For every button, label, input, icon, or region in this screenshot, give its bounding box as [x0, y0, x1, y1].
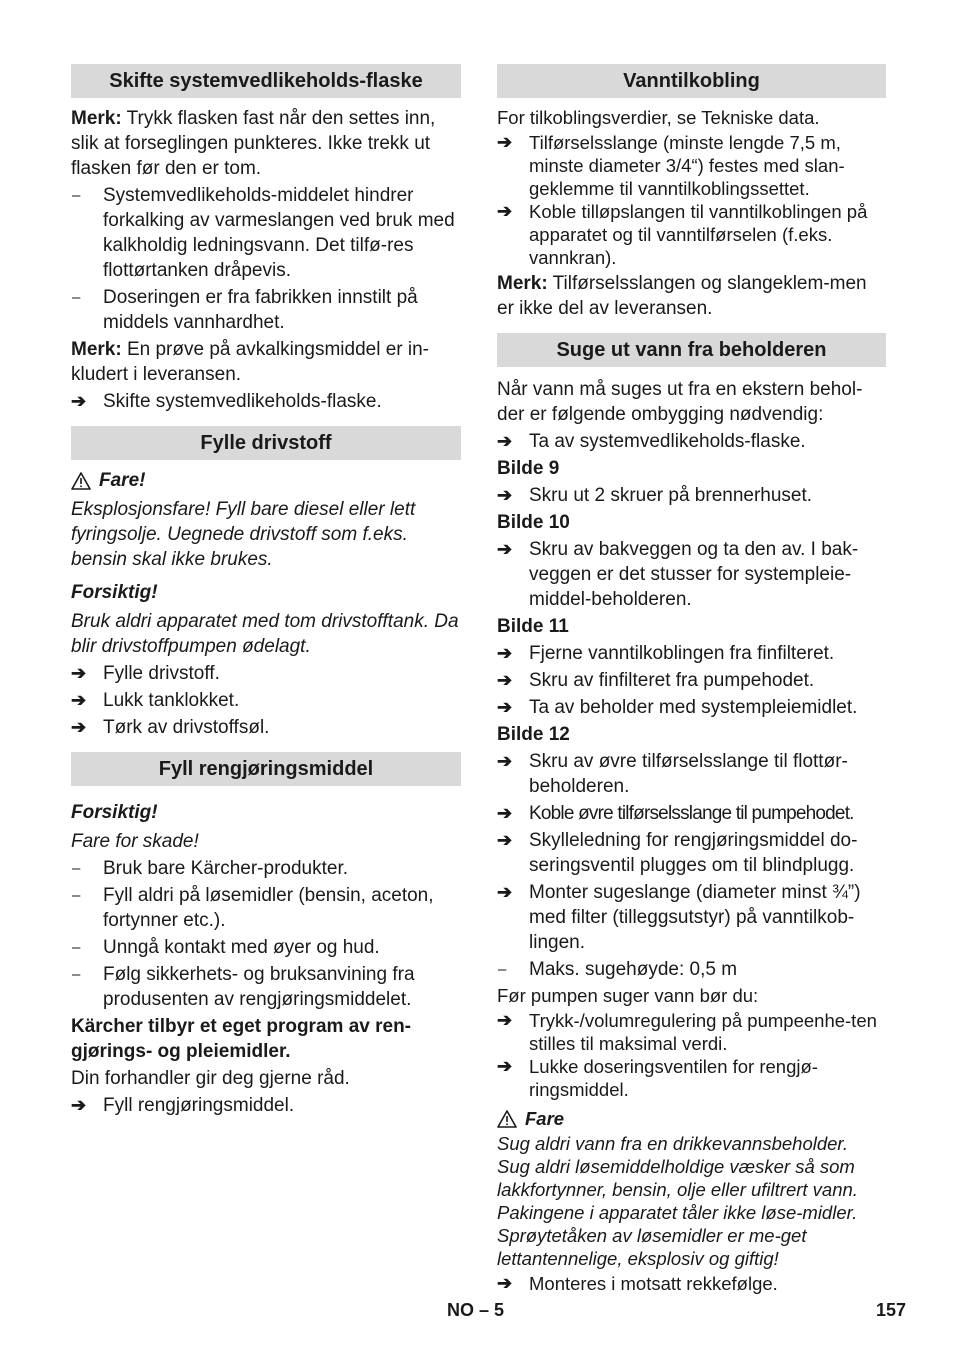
dash-item-text: Følg sikkerhets- og bruksanvining fra produsenten av rengjøringsmiddelet. [103, 964, 415, 1010]
arrow-icon: ➔ [71, 1095, 87, 1115]
step-item [497, 429, 886, 454]
step-text: Skru av finfilteret fra pumpehodet. [529, 670, 815, 691]
step-text: Ta av systemvedlikeholds-flaske. [529, 431, 806, 452]
note-paragraph [71, 337, 461, 387]
step-item [497, 668, 886, 693]
dash-bullet: – [72, 966, 81, 983]
arrow-icon: ➔ [497, 670, 513, 690]
arrow-icon: ➔ [497, 539, 513, 559]
step-text: Lukk tanklokket. [103, 690, 240, 711]
step-text: Fyll rengjøringsmiddel. [103, 1095, 295, 1116]
step-item [497, 749, 886, 799]
arrow-icon: ➔ [497, 803, 512, 823]
right-column [497, 64, 886, 1295]
page-number: 157 [876, 1300, 907, 1320]
step-item [497, 537, 886, 612]
step-item [497, 1055, 886, 1101]
danger-text: Eksplosjonsfare! Fyll bare diesel eller lett fyringsolje. Uegnede drivstoff som f.eks. bensin skal ikke brukes. [71, 499, 416, 570]
arrow-icon: ➔ [497, 751, 513, 771]
caution-label: Forsiktig! [71, 582, 158, 603]
note-text: En prøve på avkalkingsmiddel er in-kludert i leveransen. [71, 339, 429, 385]
step-text: Trykk-/volumregulering på pumpeenhe-ten stilles til maksimal verdi. [529, 1010, 877, 1054]
step-text: Koble tilløpslangen til vanntilkoblingen på apparatet og til vanntilførselen (f.eks. vannkran). [529, 201, 868, 268]
step-text: Tørk av drivstoffsøl. [103, 717, 270, 738]
figure-label: Bilde 11 [497, 616, 569, 637]
dash-bullet: – [72, 187, 81, 204]
dash-item-text: Bruk bare Kärcher-produkter. [103, 858, 349, 879]
step-item [497, 641, 886, 666]
dash-bullet: – [72, 887, 81, 904]
dash-item-text: Doseringen er fra fabrikken innstilt på middels vannhardhet. [103, 287, 418, 333]
dash-bullet: – [72, 860, 81, 877]
arrow-icon: ➔ [497, 485, 513, 505]
step-item [71, 1093, 461, 1118]
step-text: Tilførselsslange (minste lengde 7,5 m, minste diameter 3/4“) festes med slan-geklemme til vanntilkoblingssettet. [529, 132, 845, 199]
step-item [497, 1009, 886, 1055]
step-item [497, 828, 886, 878]
danger-label: Fare [525, 1108, 565, 1129]
arrow-icon: ➔ [497, 201, 513, 221]
section-heading-skifte-flaske: Skifte systemvedlikeholds-flaske [71, 64, 461, 98]
step-item [71, 389, 461, 414]
step-item [497, 131, 886, 200]
step-text: Koble øvre tilførselsslange til pumpehodet. [529, 803, 854, 824]
pre-steps-text: Før pumpen suger vann bør du: [497, 985, 759, 1006]
step-item [497, 801, 886, 826]
arrow-icon: ➔ [497, 1010, 513, 1030]
figure-label: Bilde 9 [497, 458, 560, 479]
dash-item [71, 856, 461, 881]
arrow-icon: ➔ [497, 132, 513, 152]
arrow-icon: ➔ [497, 830, 513, 850]
arrow-icon: ➔ [71, 717, 87, 737]
step-item [71, 688, 461, 713]
figure-label: Bilde 10 [497, 512, 570, 533]
before-pumping-block [497, 984, 886, 1295]
dash-item [497, 957, 886, 982]
dash-item [71, 883, 461, 933]
step-item [497, 880, 886, 955]
intro-text: For tilkoblingsverdier, se Tekniske data. [497, 107, 820, 128]
arrow-icon: ➔ [497, 431, 513, 451]
arrow-icon: ➔ [497, 1056, 513, 1076]
warning-triangle-icon [71, 472, 91, 490]
step-item [497, 200, 886, 269]
arrow-icon: ➔ [71, 663, 87, 683]
dash-item-text: Systemvedlikeholds-middelet hindrer forkalking av varmeslangen ved bruk med kalkholdig ledningsvann. Det tilfø-res flottørtanken dråpevis. [103, 185, 455, 281]
caution-text: Bruk aldri apparatet med tom drivstofftank. Da blir drivstoffpumpen ødelagt. [71, 611, 459, 657]
dash-item [71, 183, 461, 283]
note-label: Merk: [71, 339, 122, 360]
dealer-advice-text: Din forhandler gir deg gjerne råd. [71, 1068, 350, 1089]
note-text: Tilførselsslangen og slangeklem-men er ikke del av leveransen. [497, 273, 867, 319]
caution-label: Forsiktig! [71, 802, 158, 823]
step-text: Monter sugeslange (diameter minst ¾”) med filter (tilleggsutstyr) på vanntilkob-lingen. [529, 882, 861, 953]
dash-item-text: Unngå kontakt med øyer og hud. [103, 937, 380, 958]
step-text: Ta av beholder med systempleiemidlet. [529, 697, 858, 718]
step-item [497, 1272, 886, 1295]
dash-bullet: – [72, 289, 81, 306]
arrow-icon: ➔ [71, 391, 87, 411]
danger-text: Sug aldri vann fra en drikkevannsbeholder. Sug aldri løsemiddelholdige væsker så som lakkfortynner, bensin, olje eller ufiltrert vann. Pakingene i apparatet tåler ikke løse-midler. Sprøytetåken av løsemidler er me-get lettantennelige, eksplosiv og giftig! [497, 1133, 858, 1269]
section-heading-vanntilkobling: Vanntilkobling [497, 64, 886, 98]
arrow-icon: ➔ [497, 1273, 513, 1293]
dash-item [71, 935, 461, 960]
step-text: Skru av øvre tilførselsslange til flottør-beholderen. [529, 751, 848, 797]
step-text: Skru ut 2 skruer på brennerhuset. [529, 485, 813, 506]
caution-text: Fare for skade! [71, 831, 199, 852]
note-paragraph [497, 271, 886, 321]
section-heading-suge-ut-vann: Suge ut vann fra beholderen [497, 333, 886, 367]
step-item [71, 661, 461, 686]
note-label: Merk: [71, 108, 122, 129]
step-text: Skifte systemvedlikeholds-flaske. [103, 391, 382, 412]
dash-item [71, 285, 461, 335]
step-text: Fylle drivstoff. [103, 663, 220, 684]
danger-label-row [71, 468, 461, 493]
vanntilkobling-body [497, 106, 886, 269]
intro-text: Når vann må suges ut fra en ekstern behol-der er følgende ombygging nødvendig: [497, 379, 863, 425]
step-item [497, 695, 886, 720]
warning-triangle-icon [497, 1110, 517, 1128]
dash-item-text: Fyll aldri på løsemidler (bensin, aceton, fortynner etc.). [103, 885, 434, 931]
note-paragraph [71, 106, 461, 181]
step-text: Fjerne vanntilkoblingen fra finfilteret. [529, 643, 835, 664]
step-text: Skru av bakveggen og ta den av. I bak-veggen er det stusser for systempleie-middel-beholderen. [529, 539, 859, 610]
step-item [497, 483, 886, 508]
arrow-icon: ➔ [497, 882, 513, 902]
dash-item [71, 962, 461, 1012]
danger-label: Fare! [99, 470, 146, 491]
step-text: Skylleledning for rengjøringsmiddel do-seringsventil plugges om til blindplugg. [529, 830, 858, 876]
note-text: Trykk flasken fast når den settes inn, slik at forseglingen punkteres. Ikke trekk ut flasken før den er tom. [71, 108, 436, 179]
left-column [71, 64, 461, 1120]
section-heading-fylle-drivstoff: Fylle drivstoff [71, 426, 461, 460]
arrow-icon: ➔ [71, 690, 87, 710]
dash-item-text: Maks. sugehøyde: 0,5 m [529, 959, 738, 980]
arrow-icon: ➔ [497, 697, 513, 717]
step-text: Lukke doseringsventilen for rengjø-ringsmiddel. [529, 1056, 818, 1100]
step-item [71, 715, 461, 740]
note-label: Merk: [497, 273, 548, 294]
dash-bullet: – [72, 939, 81, 956]
kaercher-program-text: Kärcher tilbyr et eget program av ren-gjørings- og pleiemidler. [71, 1016, 411, 1062]
danger-label-row [497, 1107, 886, 1130]
arrow-icon: ➔ [497, 643, 513, 663]
step-text: Monteres i motsatt rekkefølge. [529, 1273, 778, 1294]
section-heading-fyll-rengjoringsmiddel: Fyll rengjøringsmiddel [71, 752, 461, 786]
dash-bullet: – [498, 961, 507, 978]
figure-label: Bilde 12 [497, 724, 570, 745]
footer-section-label: NO – 5 [447, 1300, 505, 1320]
